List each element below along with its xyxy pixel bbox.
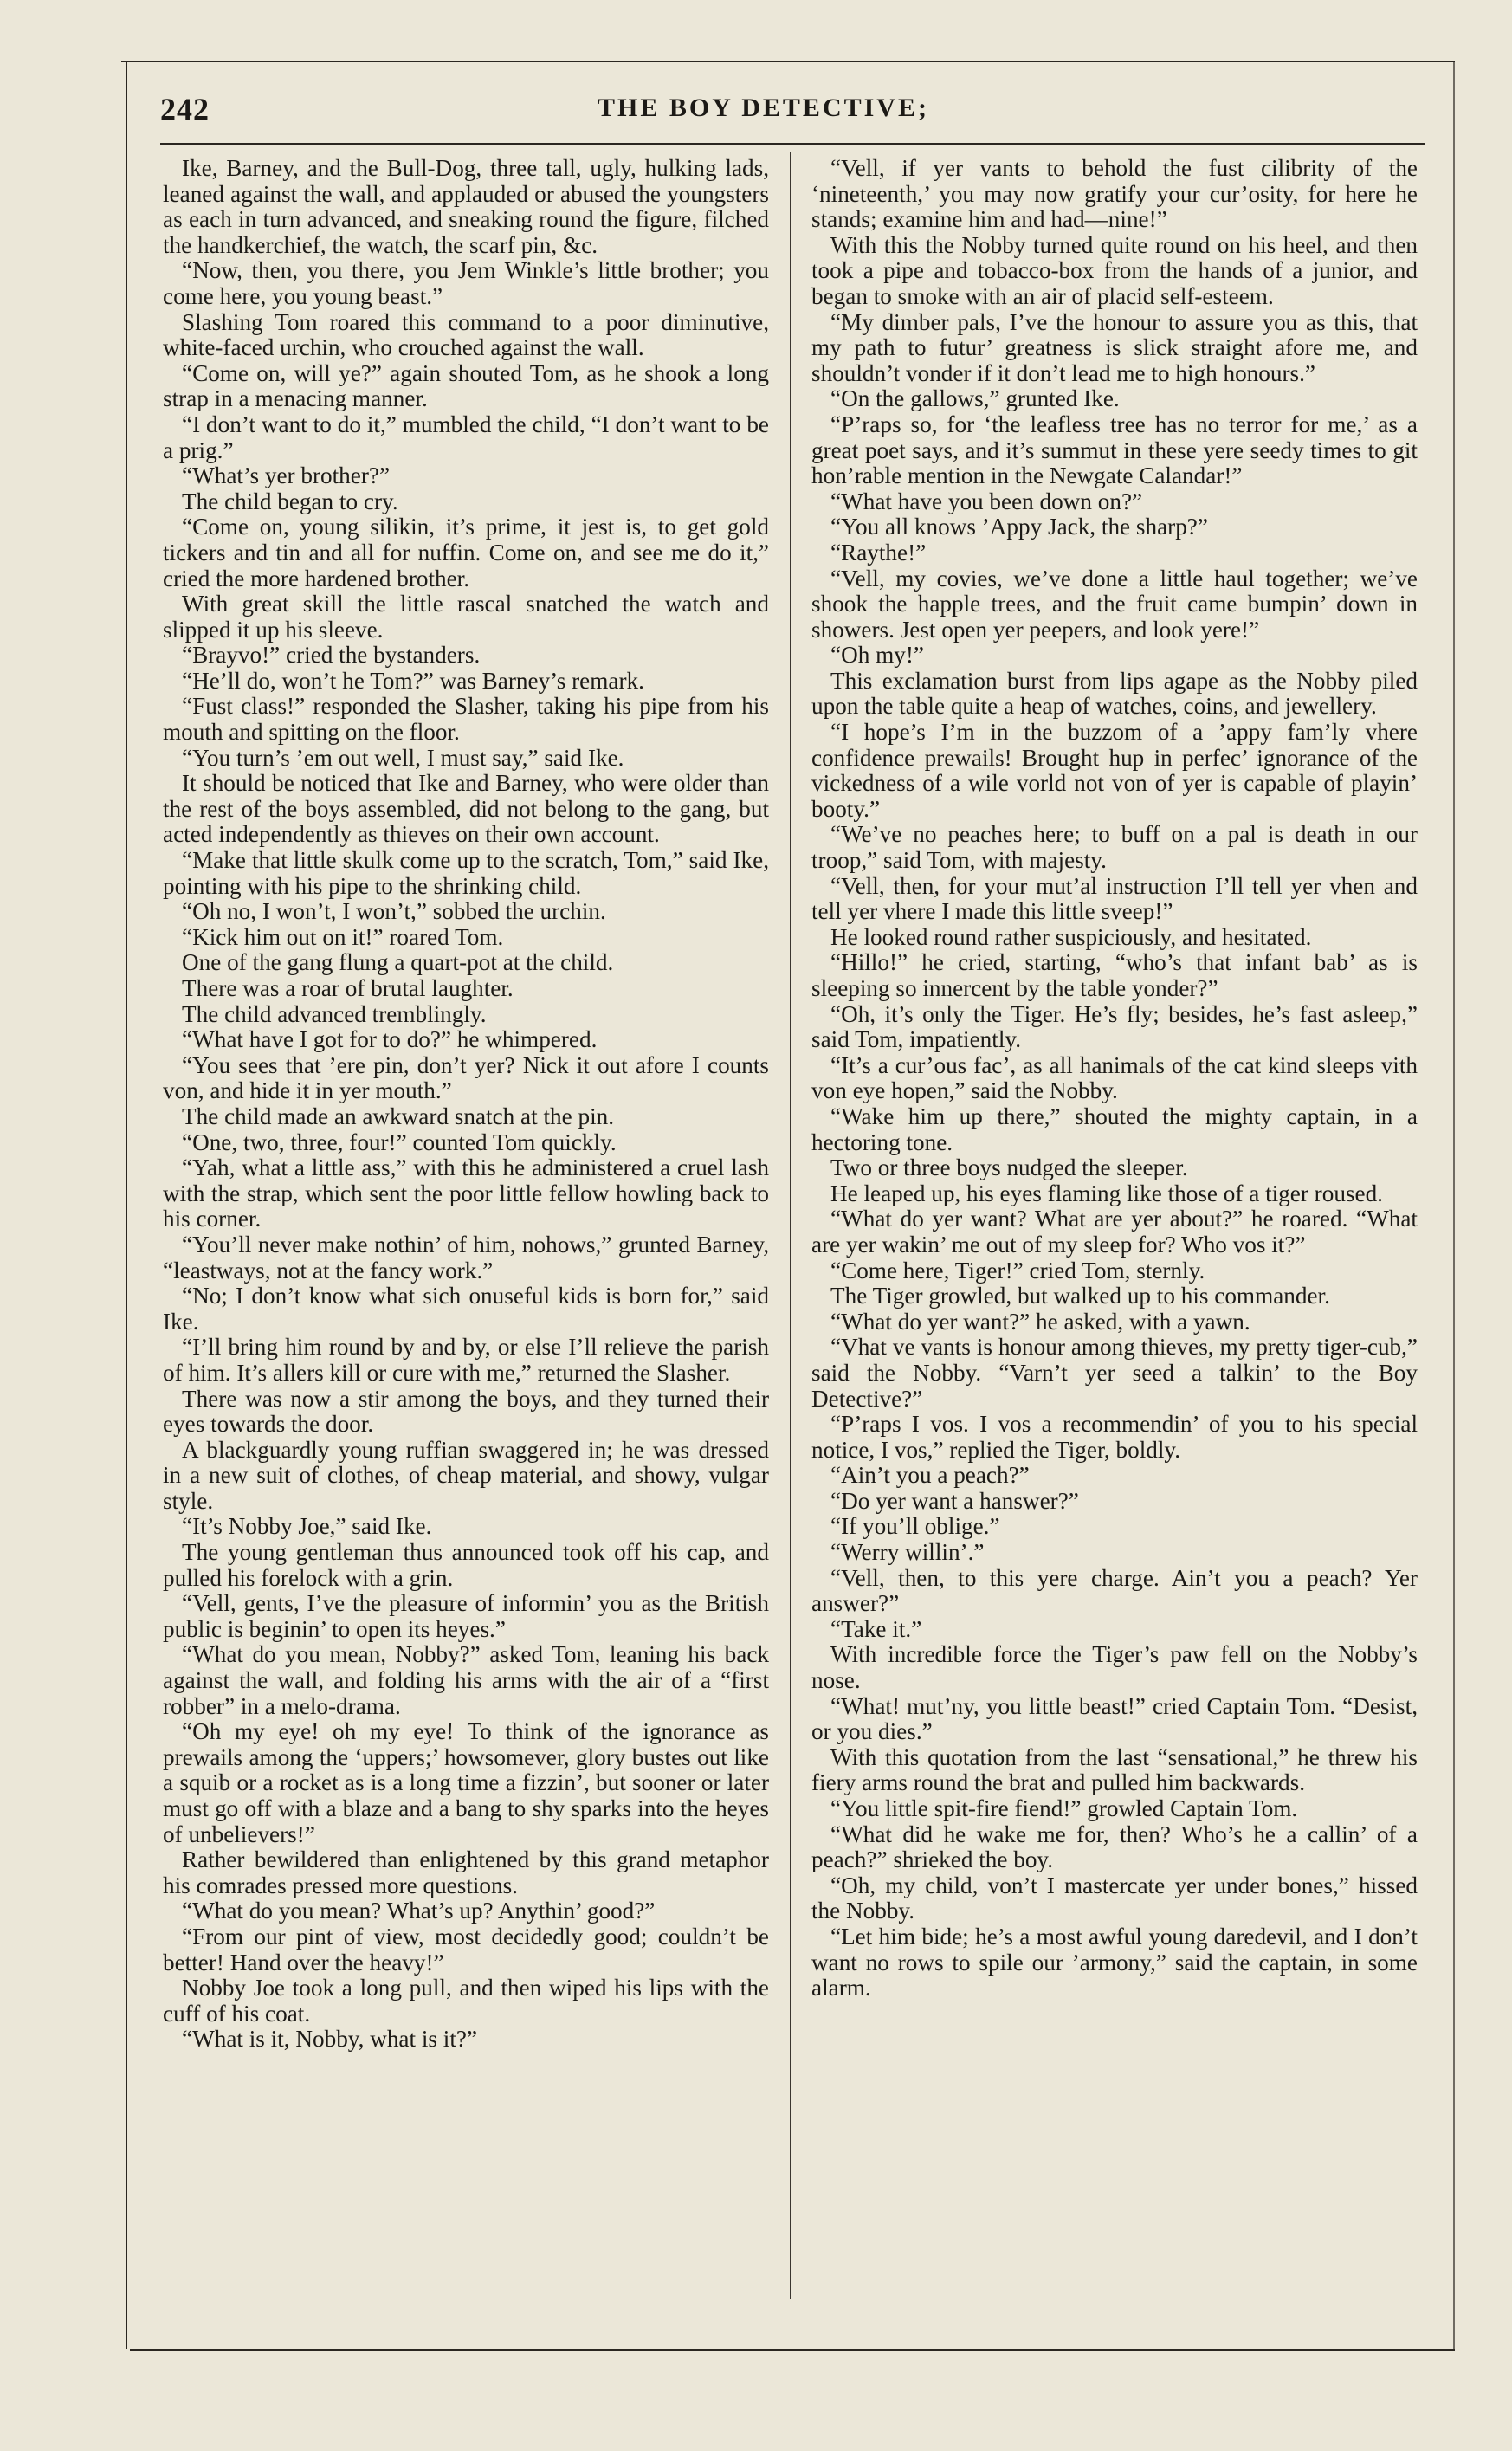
paragraph: It should be noticed that Ike and Barney, who were older than the rest of the boys assembled, did not belong to the gang, but acted independently as thieves on their own account.: [163, 770, 769, 848]
paragraph: With this the Nobby turned quite round on his heel, and then took a pipe and tobacco-box from the hands of a junior, and began to smoke with an air of placid self-esteem.: [811, 231, 1418, 309]
paragraph: “What do yer want?” he asked, with a yawn.: [830, 1308, 1250, 1335]
paragraph: The child advanced tremblingly.: [182, 1000, 487, 1027]
paragraph: “You all knows ’Appy Jack, the sharp?”: [830, 514, 1208, 540]
paragraph: The child made an awkward snatch at the pin.: [182, 1103, 615, 1129]
paragraph: “You’ll never make nothin’ of him, nohows,” grunted Barney, “leastways, not at the fancy work.”: [163, 1231, 769, 1284]
paragraph: “Now, then, you there, you Jem Winkle’s little brother; you come here, you young beast.”: [163, 257, 769, 309]
paragraph: “Fust class!” responded the Slasher, taking his pipe from his mouth and spitting on the floor.: [163, 693, 769, 746]
paragraph: “Kick him out on it!” roared Tom.: [182, 923, 504, 950]
paragraph: “Come on, young silikin, it’s prime, it jest is, to get gold tickers and tin and all for nuffin. Come on, and see me do it,” cried the more hardened brother.: [163, 514, 769, 592]
paragraph: Nobby Joe took a long pull, and then wiped his lips with the cuff of his coat.: [163, 1975, 769, 2027]
paragraph: One of the gang flung a quart-pot at the child.: [182, 949, 614, 976]
paragraph: “I don’t want to do it,” mumbled the child, “I don’t want to be a prig.”: [163, 411, 769, 463]
paragraph: “What’s yer brother?”: [182, 462, 391, 489]
page-number: 242: [160, 92, 210, 126]
paragraph: “Do yer want a hanswer?”: [830, 1487, 1079, 1514]
paragraph: “It’s Nobby Joe,” said Ike.: [182, 1513, 432, 1540]
paragraph: “Oh my!”: [830, 642, 924, 669]
paragraph: “Let him bide; he’s a most awful young daredevil, and I don’t want no rows to spile our ’armony,” said the captain, in some alarm.: [811, 1923, 1418, 2002]
paragraph: Slashing Tom roared this command to a poor diminutive, white-faced urchin, who crouched against the wall.: [163, 308, 769, 361]
paragraph: “My dimber pals, I’ve the honour to assure you as this, that my path to futur’ greatness is slick straight afore me, and shouldn’t vonder if it don’t lead me to high honours.”: [811, 308, 1418, 386]
paragraph: With great skill the little rascal snatched the watch and slipped it up his sleeve.: [163, 591, 769, 643]
paragraph: “What is it, Nobby, what is it?”: [182, 2026, 478, 2053]
paragraph: “Make that little skulk come up to the scratch, Tom,” said Ike, pointing with his pipe to the shrinking child.: [163, 847, 769, 899]
paragraph: “What do yer want? What are yer about?” he roared. “What are yer wakin’ me out of my sleep for? Who vos it?”: [811, 1206, 1418, 1258]
paragraph: “What have I got for to do?” he whimpered.: [182, 1026, 598, 1053]
paragraph: “Yah, what a little ass,” with this he administered a cruel lash with the strap, which sent the poor little fellow howling back to his corner.: [163, 1154, 769, 1232]
paragraph: “What do you mean? What’s up? Anythin’ good?”: [182, 1898, 656, 1924]
paragraph: “Vell, then, for your mut’al instruction I’ll tell yer vhen and tell yer vhere I made this little sveep!”: [811, 872, 1418, 925]
paragraph: “Vhat ve vants is honour among thieves, my pretty tiger-cub,” said the Nobby. “Varn’t yer seed a talkin’ to the Boy Detective?”: [811, 1334, 1418, 1412]
paragraph: Two or three boys nudged the sleeper.: [830, 1154, 1188, 1181]
paragraph: There was now a stir among the boys, and they turned their eyes towards the door.: [163, 1385, 769, 1438]
paragraph: With incredible force the Tiger’s paw fell on the Nobby’s nose.: [811, 1641, 1418, 1694]
paragraph: “You sees that ’ere pin, don’t yer? Nick it out afore I counts von, and hide it in yer mouth.”: [163, 1051, 769, 1104]
bottom-border: [130, 2349, 1455, 2351]
paragraph: He leaped up, his eyes flaming like those of a tiger roused.: [830, 1180, 1383, 1206]
paragraph: “Take it.”: [830, 1615, 922, 1642]
paragraph: The Tiger growled, but walked up to his commander.: [830, 1283, 1330, 1310]
paragraph: “Come on, will ye?” again shouted Tom, as he shook a long strap in a menacing manner.: [163, 359, 769, 412]
paragraph: “I’ll bring him round by and by, or else I’ll relieve the parish of him. It’s allers kill or cure with me,” returned the Slasher.: [163, 1334, 769, 1386]
paragraph: “You turn’s ’em out well, I must say,” said Ike.: [182, 744, 624, 771]
paragraph: “What did he wake me for, then? Who’s he a callin’ of a peach?” shrieked the boy.: [811, 1820, 1418, 1873]
paragraph: “What! mut’ny, you little beast!” cried Captain Tom. “Desist, or you dies.”: [811, 1692, 1418, 1745]
paragraph: “P’raps so, for ‘the leafless tree has no terror for me,’ as a great poet says, and it’s summut in these yere seedy times to git hon’rable mention in the Newgate Calandar!”: [811, 411, 1418, 489]
paragraph: “What have you been down on?”: [830, 488, 1143, 514]
paragraph: “If you’ll oblige.”: [830, 1513, 1000, 1540]
paragraph: He looked round rather suspiciously, and hesitated.: [830, 923, 1312, 950]
paragraph: “From our pint of view, most decidedly good; couldn’t be better! Hand over the heavy!”: [163, 1923, 769, 1976]
paragraph: “What do you mean, Nobby?” asked Tom, leaning his back against the wall, and folding his arms with the air of a “first robber” in a melo-drama.: [163, 1641, 769, 1719]
paragraph: The young gentleman thus announced took off his cap, and pulled his forelock with a grin.: [163, 1539, 769, 1591]
paragraph: “Wake him up there,” shouted the mighty captain, in a hectoring tone.: [811, 1103, 1418, 1155]
paragraph: “You little spit-fire fiend!” growled Captain Tom.: [830, 1795, 1298, 1821]
paragraph: “Oh no, I won’t, I won’t,” sobbed the urchin.: [182, 898, 606, 925]
paragraph: “On the gallows,” grunted Ike.: [830, 385, 1120, 412]
paragraph: “Come here, Tiger!” cried Tom, sternly.: [830, 1257, 1205, 1284]
left-border: [126, 62, 127, 2349]
paragraph: “Oh, my child, von’t I mastercate yer under bones,” hissed the Nobby.: [811, 1872, 1418, 1924]
paragraph: With this quotation from the last “sensational,” he threw his fiery arms round the brat and pulled him backwards.: [811, 1743, 1418, 1796]
column-divider: [790, 152, 791, 2299]
header-rule: [160, 143, 1425, 145]
running-title: THE BOY DETECTIVE;: [598, 94, 929, 122]
paragraph: “Oh, it’s only the Tiger. He’s fly; besides, he’s fast asleep,” said Tom, impatiently.: [811, 1000, 1418, 1053]
paragraph: “He’ll do, won’t he Tom?” was Barney’s remark.: [182, 667, 644, 694]
paragraph: Ike, Barney, and the Bull-Dog, three tall, ugly, hulking lads, leaned against the wall, and applauded or abused the youngsters as each in turn advanced, and sneaking round the figure, filched the handkerchief, the watch, the scarf pin, &c.: [163, 155, 769, 258]
paragraph: “One, two, three, four!” counted Tom quickly.: [182, 1128, 617, 1155]
paragraph: “I hope’s I’m in the buzzom of a ’appy fam’ly vhere confidence prewails! Brought hup in perfec’ ignorance of the vickedness of a wile vorld not von of yer is capable of playin’ booty.”: [811, 719, 1418, 822]
paragraph: “Oh my eye! oh my eye! To think of the ignorance as prewails among the ‘uppers;’ howsomever, glory bustes out like a squib or a rocket as is a long time a fizzin’, but sooner or later must go off with a blaze and a bang to shy sparks into the heyes of unbelievers!”: [163, 1718, 769, 1847]
paragraph: A blackguardly young ruffian swaggered in; he was dressed in a new suit of clothes, of cheap material, and showy, vulgar style.: [163, 1436, 769, 1514]
right-text-column: [811, 156, 1418, 2002]
paragraph: “Ain’t you a peach?”: [830, 1462, 1030, 1489]
paragraph: “Vell, my covies, we’ve done a little haul together; we’ve shook the happle trees, and the fruit came bumpin’ down in showers. Jest open yer peepers, and look yere!”: [811, 565, 1418, 643]
paragraph: “P’raps I vos. I vos a recommendin’ of you to his special notice, I vos,” replied the Tiger, boldly.: [811, 1411, 1418, 1463]
paragraph: “No; I don’t know what sich onuseful kids is born for,” said Ike.: [163, 1283, 769, 1335]
paragraph: “Werry willin’.”: [830, 1539, 985, 1566]
paragraph: Rather bewildered than enlightened by this grand metaphor his comrades pressed more questions.: [163, 1846, 769, 1898]
paragraph: “Vell, if yer vants to behold the fust cilibrity of the ‘nineteenth,’ you may now gratify your cur’osity, for here he stands; examine him and had—nine!”: [811, 155, 1418, 233]
top-border: [121, 61, 1455, 62]
paragraph: There was a roar of brutal laughter.: [182, 975, 514, 1001]
paragraph: The child began to cry.: [182, 488, 398, 514]
paragraph: “It’s a cur’ous fac’, as all hanimals of the cat kind sleeps vith von eye hopen,” said the Nobby.: [811, 1051, 1418, 1104]
paragraph: “Hillo!” he cried, starting, “who’s that infant bab’ as is sleeping so innercent by the table yonder?”: [811, 949, 1418, 1001]
right-border: [1453, 62, 1455, 2349]
paragraph: This exclamation burst from lips agape as the Nobby piled upon the table quite a heap of watches, coins, and jewellery.: [811, 667, 1418, 720]
paragraph: “Vell, then, to this yere charge. Ain’t you a peach? Yer answer?”: [811, 1564, 1418, 1617]
paragraph: “Raythe!”: [830, 539, 927, 566]
paragraph: “Vell, gents, I’ve the pleasure of informin’ you as the British public is beginin’ to open its heyes.”: [163, 1590, 769, 1642]
paragraph: “Brayvo!” cried the bystanders.: [182, 642, 481, 669]
paragraph: “We’ve no peaches here; to buff on a pal is death in our troop,” said Tom, with majesty.: [811, 821, 1418, 874]
left-text-column: [163, 156, 769, 2053]
